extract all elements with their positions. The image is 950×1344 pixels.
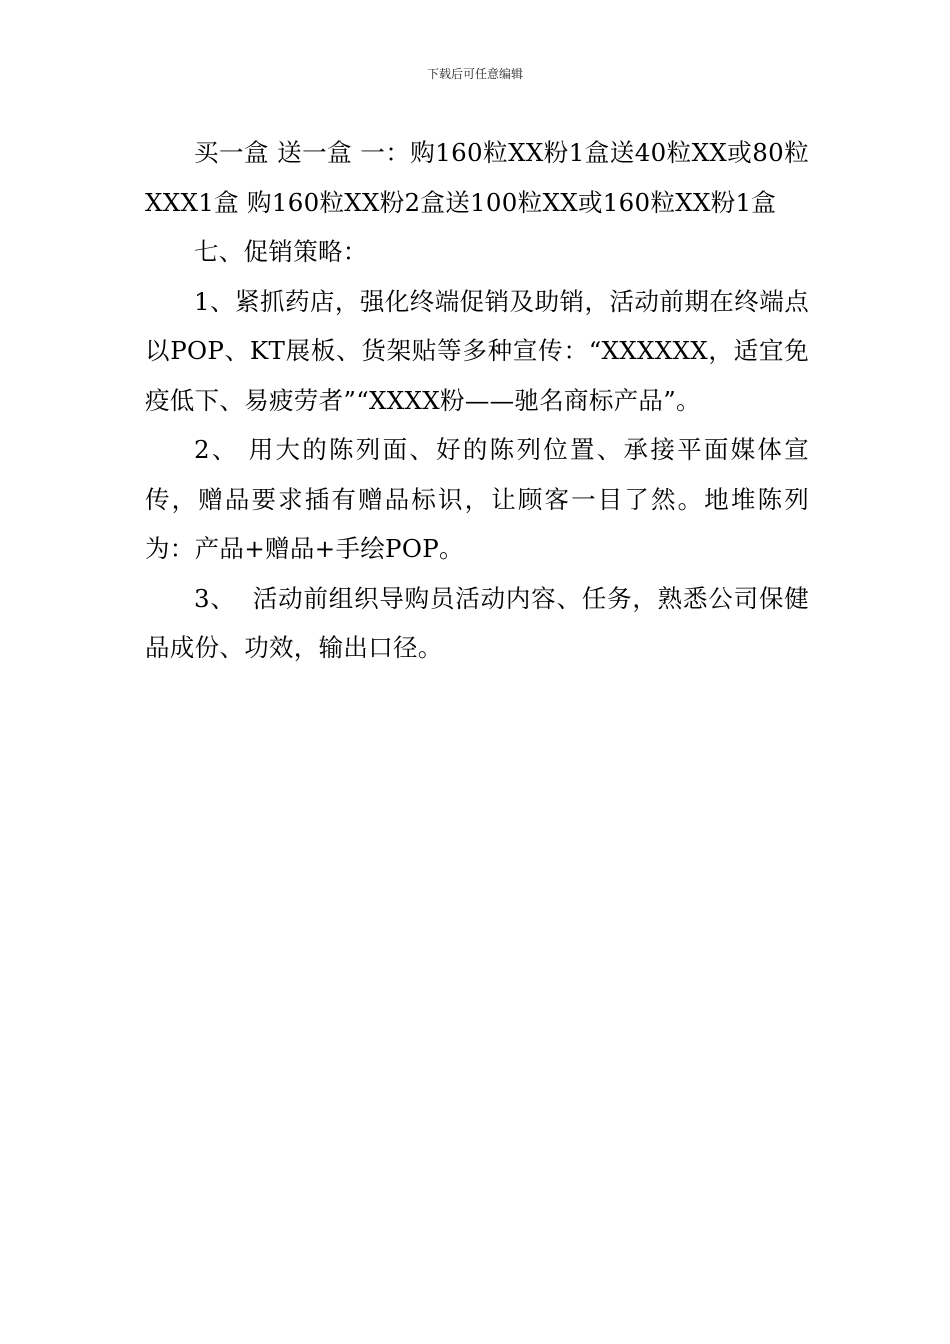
document-body [145,128,809,673]
promo-offer-paragraph: 买一盒 送一盒 一：购160粒XX粉1盒送40粒XX或80粒XXX1盒 购160粒XX粉2盒送100粒XX或160粒XX粉1盒 [145,138,809,217]
strategy-item-1: 1、紧抓药店，强化终端促销及助销，活动前期在终端点以POP、KT展板、货架贴等多种宣传：“XXXXXX，适宜免疫低下、易疲劳者”“XXXX粉——驰名商标产品”。 [145,286,809,415]
strategy-item-2: 2、 用大的陈列面、好的陈列位置、承接平面媒体宣传，赠品要求插有赠品标识，让顾客一目了然。地堆陈列为：产品+赠品+手绘POP。 [145,435,809,563]
section-heading-promotion-strategy: 七、促销策略： [194,237,368,266]
strategy-item-3: 3、 活动前组织导购员活动内容、任务，熟悉公司保健品成份、功效，输出口径。 [145,583,809,662]
page-header: 下载后可任意编辑 [426,67,523,81]
